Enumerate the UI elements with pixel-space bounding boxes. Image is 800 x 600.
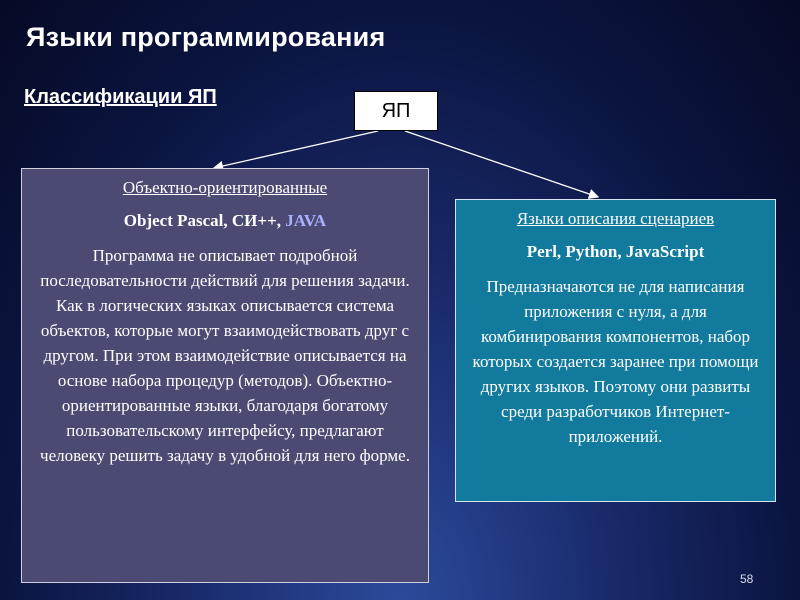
- oop-languages-list: [32, 208, 418, 233]
- scripting-languages-list: Perl, Python, JavaScript: [526, 242, 705, 261]
- oop-languages-box: [21, 168, 429, 583]
- scripting-description: Предназначаются не для написания приложения с нуля, а для комбинирования компонентов, набор которых создается заранее при помощи других языков. Поэтому они развиты среди разработчиков Интернет-приложений.: [472, 277, 759, 446]
- oop-language-java: JAVA: [285, 211, 327, 230]
- root-node-label: ЯП: [381, 99, 411, 122]
- oop-heading: Объектно-ориентированные: [122, 178, 328, 197]
- scripting-languages-box: [455, 199, 776, 502]
- root-node-box: [354, 91, 438, 131]
- page-number: 58: [740, 572, 754, 586]
- arrow-to-right-box: [405, 131, 598, 197]
- arrow-to-left-box: [214, 131, 378, 168]
- oop-description: Программа не описывает подробной последовательности действий для решения задачи. Как в логических языках описывается система объектов, которые могут взаимодействовать друг с другом. При этом взаимодействие описывается на основе набора процедур (методов). Объектно-ориентированные языки, благодаря богатому пользовательскому интерфейсу, предлагают человеку решить задачу в удобной для него форме.: [40, 246, 410, 465]
- slide-title: Языки программирования: [26, 22, 386, 52]
- oop-languages-main: Object Pascal, СИ++,: [123, 211, 286, 230]
- scripting-heading: Языки описания сценариев: [516, 209, 715, 228]
- slide-subtitle: Классификации ЯП: [24, 86, 217, 108]
